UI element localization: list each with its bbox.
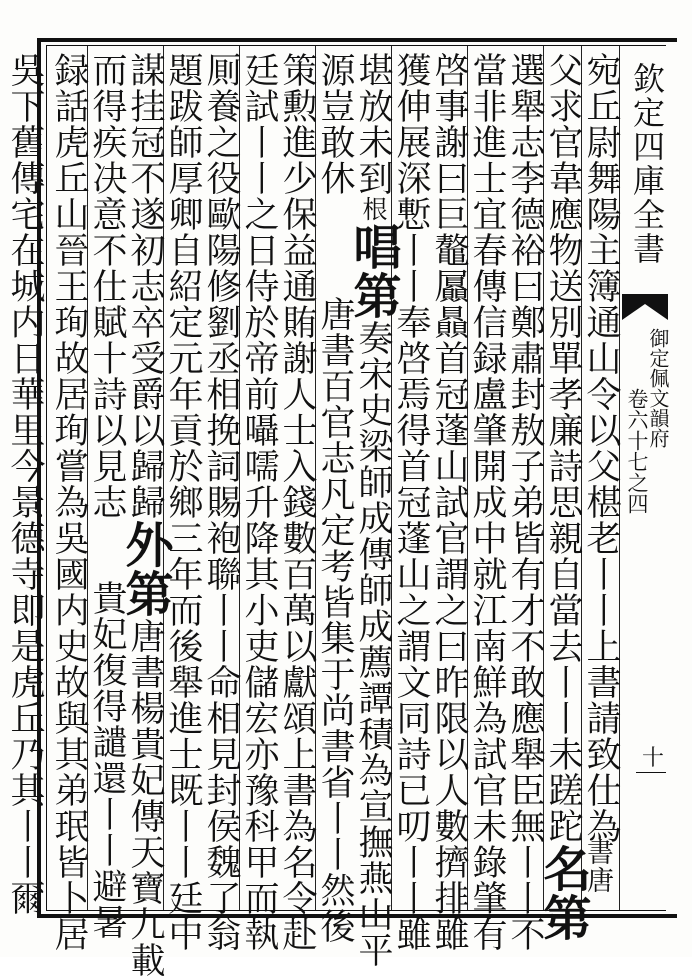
column-text: 貴妃復得譴還丨丨避暑 [87,580,127,940]
column-text-note: 書唐 [582,838,613,894]
heading-term: 唱第 [345,222,401,320]
text-column-10 [237,52,281,952]
column-text: 廷試丨丨之日侍於帝前囁嚅升降其小吏儲宏亦豫科甲而執 [239,52,279,952]
text-column-5 [427,52,471,952]
column-text: 父求官韋應物送別單孝廉詩思親自當去丨丨未蹉跎 [543,52,583,844]
text-column-6 [389,52,433,952]
text-column-16 [5,52,47,916]
column-text-note: 唐書楊貴妃傳天寶九載 [125,618,165,978]
text-column-11 [199,52,243,952]
band-page-number: 十 [642,746,665,771]
column-text: 啓事謝曰巨鼇屭贔首冠蓬山試官謂之曰昨限以人數擠排雖 [429,52,469,952]
band-rule [636,772,666,773]
column-text: 題跋師厚卿自紹定元年貢於鄉三年而後舉進士既丨丨廷中 [163,52,203,952]
text-column-1 [579,52,623,902]
band-volume-label: 卷六十七之四 [625,388,649,514]
column-note [579,838,619,908]
text-column-15 [47,52,91,952]
column-text: 堪放未到 [353,52,393,196]
column-text-note: 唐書百官志凡定考皆集于尚書省丨丨然後 [315,296,355,944]
band-volume [626,328,670,588]
column-text: 厠養之役歐陽修劉丞相挽詞賜袍聯丨丨命相見封侯魏了翁 [201,52,241,952]
column-text: 當非進士宜春傳信録盧肇開成中就江南鮮為試官未錄肇有 [467,52,507,952]
column-text: 策勲進少保益通賄謝人士入錢數百萬以獻頌上書為名令赴 [277,52,317,952]
column-text: 奏宋史梁師成傳師成薦譚積為宣撫燕山平 [353,320,393,968]
column-text: 選舉志李德裕曰鄭肅封敖子弟皆有才不敢應舉臣無丨丨不 [505,52,545,952]
heading-term: 外第 [117,520,173,618]
column-text-small: 根 [359,196,388,222]
column-text: 源豈敢休 [315,52,355,196]
text-column-14 [85,52,129,940]
heading-term: 名第 [535,844,591,942]
column-text: 録話虎丘山晉王珣故居珣嘗為吳國内史故與其弟珉皆卜居 [49,52,89,952]
text-column-7 [345,52,401,968]
band-title: 欽定四庫全書 [628,62,666,266]
column-text: 而得疾决意不仕賦十詩以見志 [87,52,127,520]
column-text: 謀挂冠不遂初志卒受爵以歸歸 [125,52,165,520]
column-text: 宛丘尉舞陽主簿通山令以父椹老丨丨上書請致仕為 [581,52,621,844]
text-column-3 [503,52,547,952]
column-text: 吳下舊傳宅在城内日華里今景德寺即是虎丘乃其丨丨爾 [5,52,45,916]
text-column-4 [465,52,509,952]
column-text: 獲伸展深慙丨丨奉啓焉得首冠蓬山之謂文同詩已叨丨丨雖 [391,52,431,952]
text-column-13 [117,52,173,978]
text-column-8 [313,52,357,944]
fish-tail-mark-icon [622,292,668,322]
text-column-2 [535,52,591,942]
text-column-12 [161,52,205,952]
band-subtitle: 御定佩文韻府 [646,328,670,448]
text-column-9 [275,52,319,952]
